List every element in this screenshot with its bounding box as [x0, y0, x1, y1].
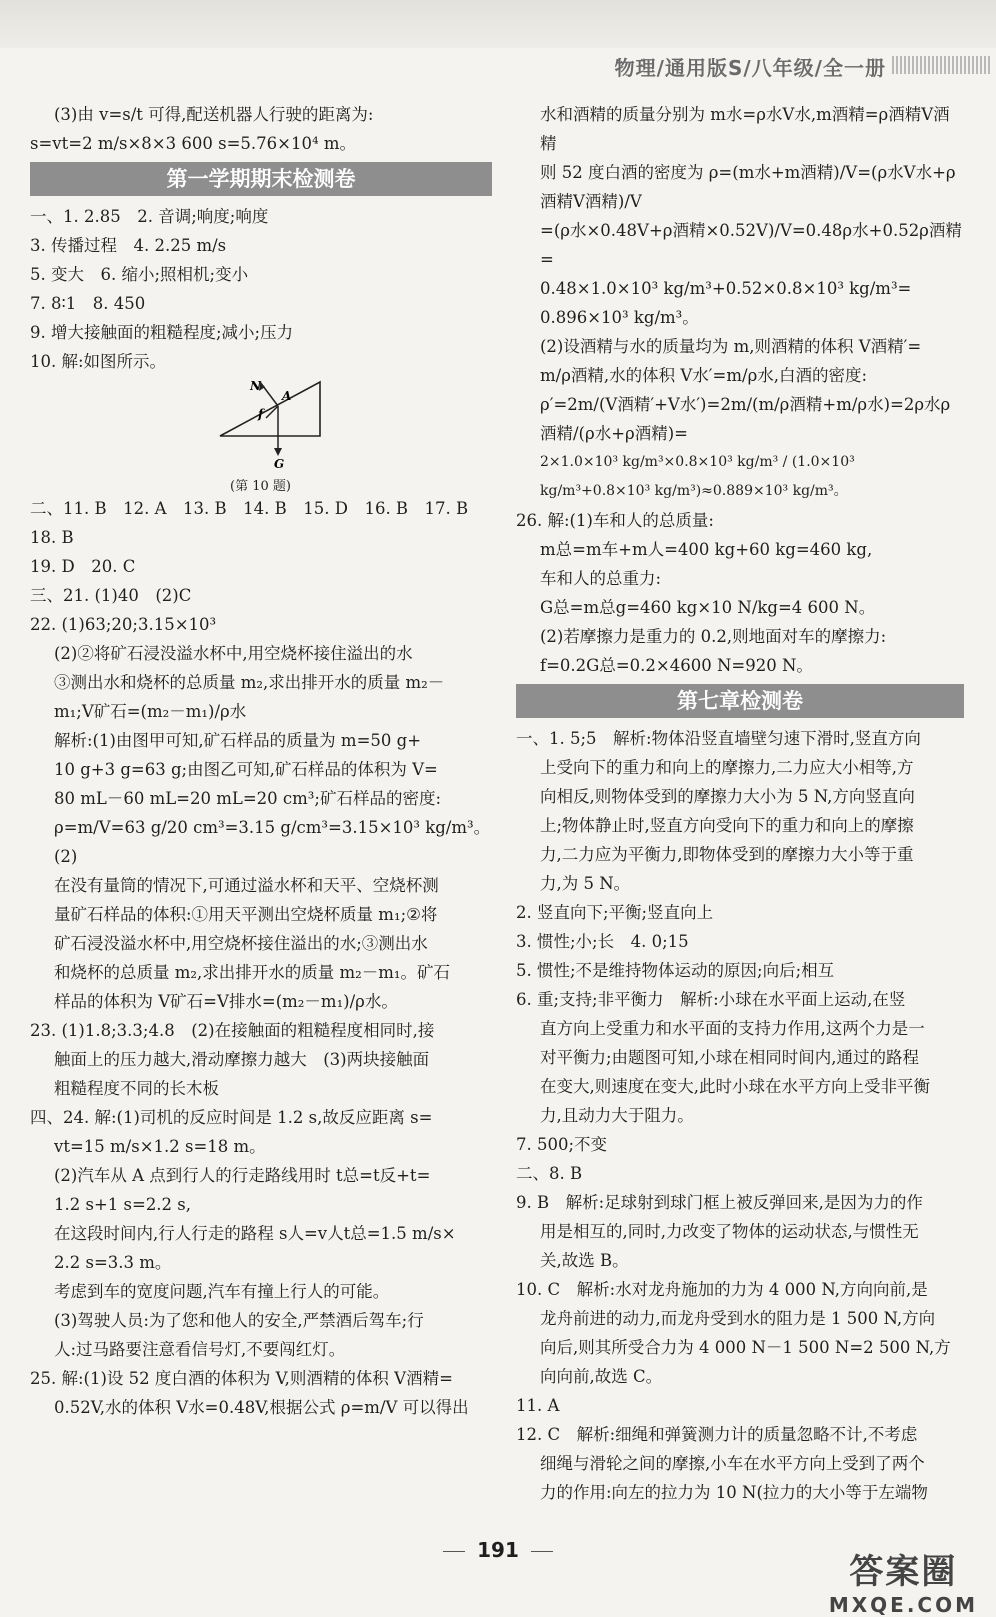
answer-line: 直方向上受重力和水平面的支持力作用,这两个力是一: [540, 1019, 925, 1038]
answer-line: 细绳与滑轮之间的摩擦,小车在水平方向上受到了两个: [540, 1454, 925, 1473]
text-line: ρ′=2m/(V酒精′+V水′)=2m/(m/ρ酒精+m/ρ水)=2ρ水ρ酒精/(ρ水+ρ酒精)=: [540, 395, 951, 443]
answer-line: 2.2 s=3.3 m。: [54, 1253, 172, 1272]
answer-line: 向相反,则物体受到的摩擦力大小为 5 N,方向竖直向: [540, 787, 915, 806]
answer-line: 6. 重;支持;非平衡力 解析:小球在水平面上运动,在竖: [516, 990, 906, 1009]
text-line: =(ρ水×0.48V+ρ酒精×0.52V)/V=0.48ρ水+0.52ρ酒精=: [540, 221, 962, 269]
right-column: [516, 100, 964, 1507]
answer-line: 考虑到车的宽度问题,汽车有撞上行人的可能。: [54, 1282, 390, 1301]
section-title-final-exam: 第一学期期末检测卷: [30, 162, 492, 196]
text-line: f=0.2G总=0.2×4600 N=920 N。: [540, 656, 813, 675]
answer-line: 9. B 解析:足球射到球门框上被反弹回来,是因为力的作: [516, 1193, 923, 1212]
figure-caption: (第 10 题): [230, 479, 291, 494]
answer-line: 龙舟前进的动力,而龙舟受到水的阻力是 1 500 N,方向: [540, 1309, 936, 1328]
text-line: m总=m车+m人=400 kg+60 kg=460 kg,: [540, 540, 873, 559]
answer-line: 力的作用:向左的拉力为 10 N(拉力的大小等于左端物: [540, 1483, 928, 1502]
text-line: (2)若摩擦力是重力的 0.2,则地面对车的摩擦力:: [540, 627, 887, 646]
answer-line: 2. 竖直向下;平衡;竖直向上: [516, 903, 714, 922]
answer-line: 12. C 解析:细绳和弹簧测力计的质量忽略不计,不考虑: [516, 1425, 918, 1444]
text-line: (2)设酒精与水的质量均为 m,则酒精的体积 V酒精′=: [540, 337, 922, 356]
watermark-logo: [829, 1544, 978, 1617]
running-title: 物理/通用版S/八年级/全一册: [614, 56, 886, 80]
answer-line: 关,故选 B。: [540, 1251, 629, 1270]
text-line: m/ρ酒精,水的体积 V水′=m/ρ水,白酒的密度:: [540, 366, 868, 385]
answer-line: 5. 变大 6. 缩小;照相机;变小: [30, 265, 249, 284]
analysis-line: 10 g+3 g=63 g;由图乙可知,矿石样品的体积为 V=: [54, 760, 438, 779]
answer-line: 11. A: [516, 1396, 560, 1415]
answer-line: 一、1. 5;5 解析:物体沿竖直墙壁匀速下滑时,竖直方向: [516, 729, 921, 748]
answer-line: 在变大,则速度在变大,此时小球在水平方向上受非平衡: [540, 1077, 930, 1096]
answer-line: 上;物体静止时,竖直方向受向下的重力和向上的摩擦: [540, 816, 914, 835]
answer-line: (2)②将矿石浸没溢水杯中,用空烧杯接住溢出的水: [54, 644, 413, 663]
text-line: 0.896×10³ kg/m³。: [540, 308, 699, 327]
answer-line: 力,为 5 N。: [540, 874, 631, 893]
answer-line: (2)汽车从 A 点到行人的行走路线用时 t总=t反+t=: [54, 1166, 431, 1185]
answer-line: 三、21. (1)40 (2)C: [30, 586, 192, 605]
incline-force-diagram: [210, 378, 380, 470]
answer-line: (3)驾驶人员:为了您和他人的安全,严禁酒后驾车;行: [54, 1311, 424, 1330]
answer-line: 上受向下的重力和向上的摩擦力,二力应大小相等,方: [540, 758, 914, 777]
figure-q10: [30, 376, 492, 494]
text-line: s=vt=2 m/s×8×3 600 s=5.76×10⁴ m。: [30, 134, 356, 153]
answer-line: 7. 8∶1 8. 450: [30, 294, 146, 313]
answer-line: 二、8. B: [516, 1164, 583, 1183]
text-line: G总=m总g=460 kg×10 N/kg=4 600 N。: [540, 598, 876, 617]
answer-line: 5. 惯性;不是维持物体运动的原因;向后;相互: [516, 961, 835, 980]
text-line: (3)由 v=s/t 可得,配送机器人行驶的距离为:: [54, 105, 374, 124]
label-a: A: [282, 389, 292, 403]
analysis-line: 和烧杯的总质量 m₂,求出排开水的质量 m₂－m₁。矿石: [54, 963, 451, 982]
answer-line: vt=15 m/s×1.2 s=18 m。: [54, 1137, 266, 1156]
answer-line: ③测出水和烧杯的总质量 m₂,求出排开水的质量 m₂－: [54, 673, 445, 692]
text-line: 车和人的总重力:: [540, 569, 662, 588]
answer-line: m₁;V矿石=(m₂－m₁)/ρ水: [54, 702, 247, 721]
answer-line: 一、1. 2.85 2. 音调;响度;响度: [30, 207, 269, 226]
answer-line: 二、11. B 12. A 13. B 14. B 15. D 16. B 17. B 18. B: [30, 499, 485, 547]
analysis-line: 在没有量筒的情况下,可通过溢水杯和天平、空烧杯测: [54, 876, 439, 895]
text-line: 0.48×1.0×10³ kg/m³+0.52×0.8×10³ kg/m³=: [540, 279, 912, 298]
left-column: [30, 100, 492, 1422]
answer-line: 25. 解:(1)设 52 度白酒的体积为 V,则酒精的体积 V酒精=: [30, 1369, 453, 1388]
answer-line: 7. 500;不变: [516, 1135, 608, 1154]
answer-line: 3. 传播过程 4. 2.25 m/s: [30, 236, 227, 255]
answer-line: 在这段时间内,行人行走的路程 s人=v人t总=1.5 m/s×: [54, 1224, 456, 1243]
text-line: 2×1.0×10³ kg/m³×0.8×10³ kg/m³ / (1.0×10³ kg/m³+0.8×10³ kg/m³)≈0.889×10³ kg/m³。: [540, 454, 855, 499]
answer-line: 用是相互的,同时,力改变了物体的运动状态,与惯性无: [540, 1222, 919, 1241]
analysis-line: 量矿石样品的体积:①用天平测出空烧杯质量 m₁;②将: [54, 905, 438, 924]
answer-line: 10. 解:如图所示。: [30, 352, 167, 371]
answer-line: 对平衡力;由题图可知,小球在相同时间内,通过的路程: [540, 1048, 920, 1067]
top-scan-band: [0, 0, 996, 48]
watermark-cn: 答案圈: [849, 1552, 958, 1592]
answer-line: 0.52V,水的体积 V水=0.48V,根据公式 ρ=m/V 可以得出: [54, 1398, 469, 1417]
analysis-line: ρ=m/V=63 g/20 cm³=3.15 g/cm³=3.15×10³ kg/m³。(2): [54, 818, 491, 866]
answer-line: 3. 惯性;小;长 4. 0;15: [516, 932, 689, 951]
answer-line: 向后,则其所受合力为 4 000 N－1 500 N=2 500 N,方: [540, 1338, 951, 1357]
answer-line: 粗糙程度不同的长木板: [54, 1079, 219, 1098]
watermark-en: MXQE.COM: [828, 1593, 978, 1617]
analysis-line: 矿石浸没溢水杯中,用空烧杯接住溢出的水;③测出水: [54, 934, 428, 953]
answer-line: 1.2 s+1 s=2.2 s,: [54, 1195, 192, 1214]
analysis-line: 样品的体积为 V矿石=V排水=(m₂－m₁)/ρ水。: [54, 992, 398, 1011]
answer-line: 触面上的压力越大,滑动摩擦力越大 (3)两块接触面: [54, 1050, 430, 1069]
page-number-text: 191: [477, 1538, 519, 1562]
answer-line: 四、24. 解:(1)司机的反应时间是 1.2 s,故反应距离 s=: [30, 1108, 433, 1127]
answer-line: 力,二力应为平衡力,即物体受到的摩擦力大小等于重: [540, 845, 914, 864]
header-hatch-decoration: [892, 56, 990, 74]
text-line: 水和酒精的质量分别为 m水=ρ水V水,m酒精=ρ酒精V酒精: [540, 105, 950, 153]
answer-line: 22. (1)63;20;3.15×10³: [30, 615, 217, 634]
text-line: 则 52 度白酒的密度为 ρ=(m水+m酒精)/V=(ρ水V水+ρ酒精V酒精)/V: [540, 163, 956, 211]
label-n: N: [250, 379, 261, 393]
answer-line: 23. (1)1.8;3.3;4.8 (2)在接触面的粗糙程度相同时,接: [30, 1021, 435, 1040]
label-g: G: [274, 457, 285, 471]
text-line: 26. 解:(1)车和人的总质量:: [516, 511, 714, 530]
answer-line: 向向前,故选 C。: [540, 1367, 663, 1386]
section-title-chapter7: 第七章检测卷: [516, 684, 964, 718]
analysis-line: 解析:(1)由图甲可知,矿石样品的质量为 m=50 g+: [54, 731, 422, 750]
answer-line: 9. 增大接触面的粗糙程度;减小;压力: [30, 323, 294, 342]
answer-line: 19. D 20. C: [30, 557, 136, 576]
answer-line: 10. C 解析:水对龙舟施加的力为 4 000 N,方向向前,是: [516, 1280, 928, 1299]
label-f: f: [258, 407, 264, 421]
answer-line: 人:过马路要注意看信号灯,不要闯红灯。: [54, 1340, 346, 1359]
answer-line: 力,且动力大于阻力。: [540, 1106, 694, 1125]
analysis-line: 80 mL－60 mL=20 mL=20 cm³;矿石样品的密度:: [54, 789, 442, 808]
